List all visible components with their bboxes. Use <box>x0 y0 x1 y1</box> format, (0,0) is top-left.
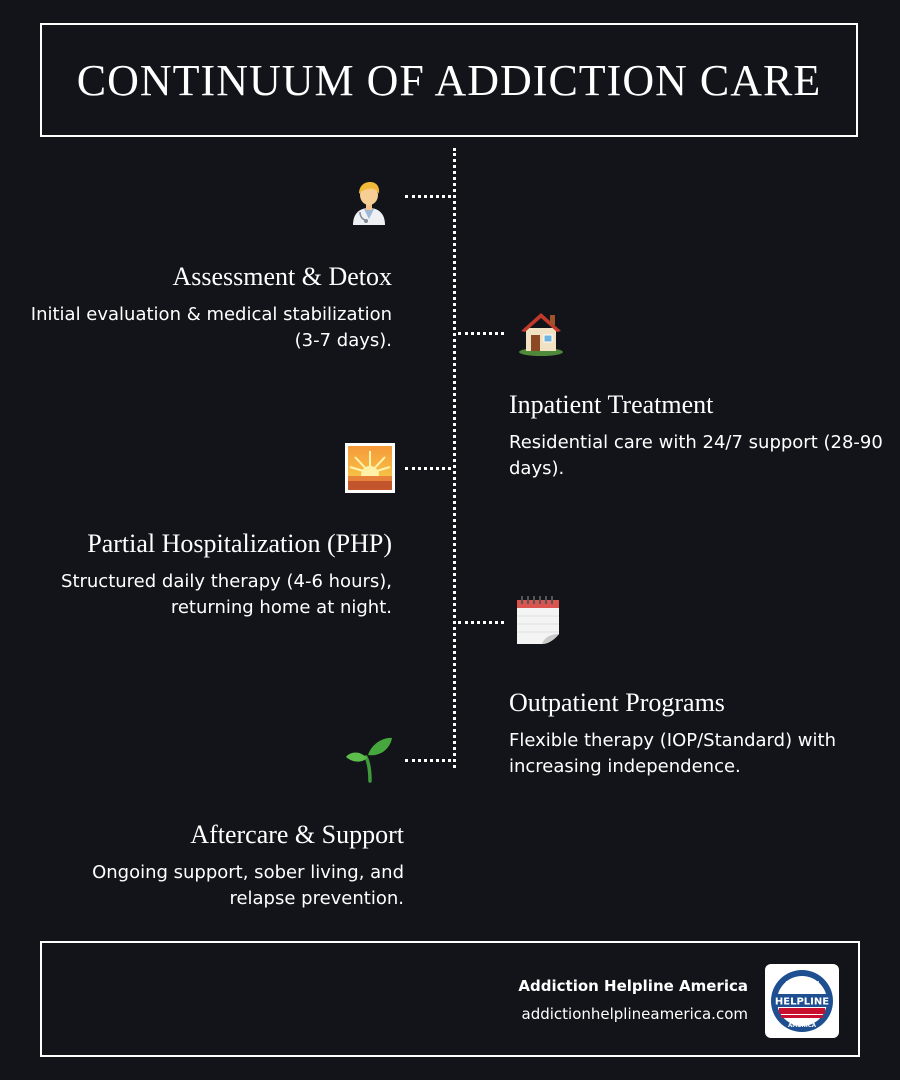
step-title: Aftercare & Support <box>190 820 404 849</box>
step-title: Inpatient Treatment <box>509 390 714 419</box>
org-url[interactable]: addictionhelplineamerica.com <box>521 1005 748 1023</box>
logo-ring-bottom: AMERICA <box>787 1023 817 1029</box>
calendar-icon <box>512 594 564 646</box>
step-aftercare-support <box>24 820 404 912</box>
step-description: Ongoing support, sober living, and relapse prevention. <box>92 861 404 909</box>
seedling-icon <box>343 732 395 784</box>
helpline-logo <box>765 964 839 1038</box>
health-worker-icon <box>343 176 395 228</box>
connector-4 <box>458 621 504 624</box>
sunrise-icon <box>344 442 396 494</box>
step-title: Outpatient Programs <box>509 688 725 717</box>
connector-1 <box>405 195 451 198</box>
step-title: Partial Hospitalization (PHP) <box>87 529 392 558</box>
step-outpatient-programs <box>509 688 889 780</box>
step-partial-hospitalization <box>12 529 392 621</box>
timeline-line <box>453 148 456 768</box>
house-icon <box>515 306 567 358</box>
step-description: Flexible therapy (IOP/Standard) with increasing independence. <box>509 729 836 777</box>
logo-ring-top: ADDICTION <box>784 981 820 987</box>
footer <box>40 941 860 1057</box>
step-description: Initial evaluation & medical stabilization (3-7 days). <box>30 303 392 351</box>
org-name: Addiction Helpline America <box>518 977 748 995</box>
connector-5 <box>405 759 451 762</box>
connector-2 <box>458 332 504 335</box>
step-description: Structured daily therapy (4-6 hours), returning home at night. <box>61 570 392 618</box>
step-inpatient-treatment <box>509 390 889 482</box>
connector-3 <box>405 467 451 470</box>
step-description: Residential care with 24/7 support (28-90 days). <box>509 431 883 479</box>
logo-text: HELPLINE <box>774 996 830 1008</box>
page-title: CONTINUUM OF ADDICTION CARE <box>76 55 822 105</box>
step-assessment-detox <box>12 262 392 354</box>
title-box <box>40 23 858 137</box>
step-title: Assessment & Detox <box>172 262 392 291</box>
